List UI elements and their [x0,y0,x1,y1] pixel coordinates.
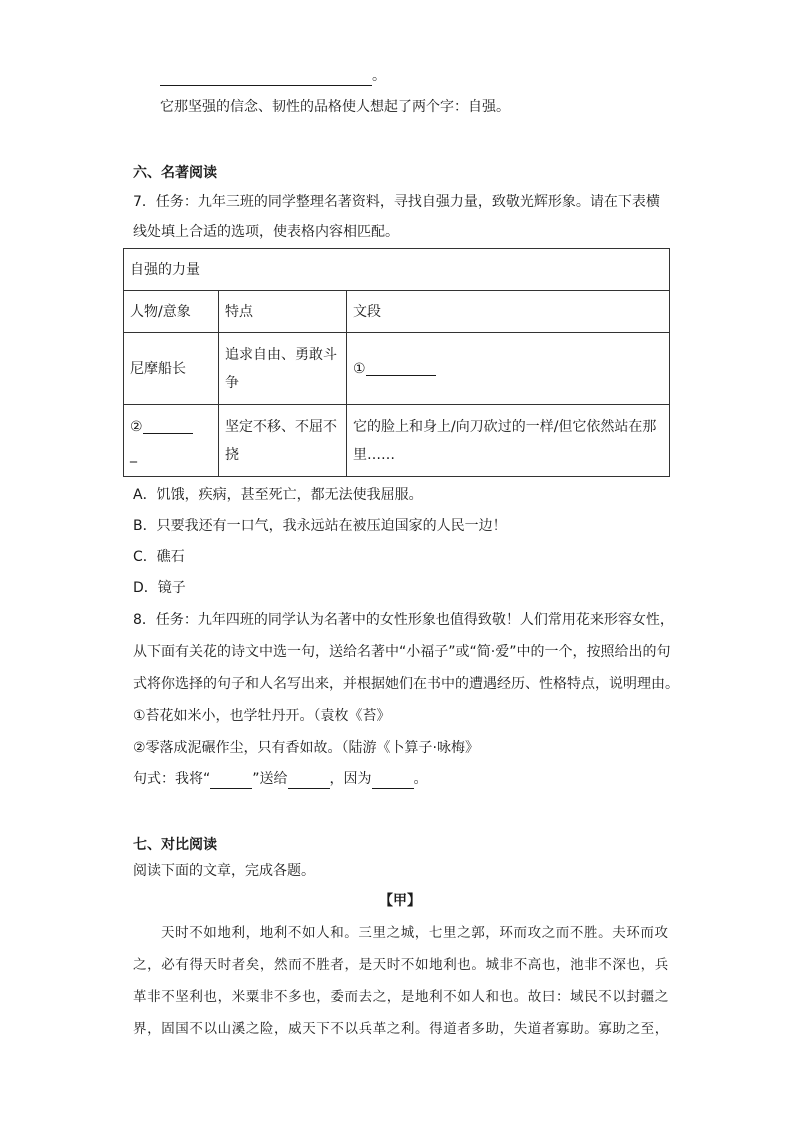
pattern-blank-reason[interactable] [372,774,414,789]
option-b[interactable]: B．只要我还有一口气，我永远站在被压迫国家的人民一边！ [133,518,507,534]
question-7-line2: 线处填上合适的选项，使表格内容相匹配。 [133,224,399,240]
table-cell-blank-1[interactable]: ① [347,333,670,405]
question-8-line2: 从下面有关花的诗文中选一句，送给名著中“小福子”或“简·爱”中的一个，按照给出的句 [133,644,671,660]
question-8-line3: 式将你选择的句子和人名写出来，并根据她们在书中的遭遇经历、性格特点，说明理由。 [133,676,679,692]
table-title: 自强的力量 [124,249,670,291]
section-7-title: 七、对比阅读 [133,837,217,853]
table-cell-trait-1: 追求自由、勇敢斗 争 [219,333,347,405]
poem-1: ①苔花如米小，也学牡丹开。（袁枚《苔》 [133,708,391,724]
table-cell-captain-nemo: 尼摩船长 [124,333,219,405]
pattern-blank-sentence[interactable] [210,774,252,789]
option-d[interactable]: D．镜子 [133,580,186,596]
table-header-person: 人物/意象 [124,291,219,333]
table-header-trait: 特点 [219,291,347,333]
question-8-line1: 8．任务：九年四班的同学认为名著中的女性形象也值得致敬！人们常用花来形容女性， [133,612,674,628]
passage-line-4: 界，固国不以山溪之险，威天下不以兵革之利。得道者多助，失道者寡助。寡助之至， [133,1021,669,1037]
answer-blank[interactable] [160,71,372,86]
passage-line-2: 之，必有得天时者矣，然而不胜者，是天时不如地利也。城非不高也，池非不深也，兵 [133,957,669,973]
table-cell-passage-2: 它的脸上和身上/向刀砍过的一样/但它依然站在那 里…… [347,405,670,477]
question-7-line1: 7．任务：九年三班的同学整理名著资料，寻找自强力量，致敬光辉形象。请在下表横 [133,194,660,210]
strength-table [123,248,670,477]
table-header-passage: 文段 [347,291,670,333]
option-a[interactable]: A．饥饿，疾病，甚至死亡，都无法使我屈服。 [133,487,423,503]
passage-line-1: 天时不如地利，地利不如人和。三里之城，七里之郭，环而攻之而不胜。夫环而攻 [161,925,669,941]
poem-2: ②零落成泥碾作尘，只有香如故。（陆游《卜算子·咏梅》 [133,740,479,756]
passage-label: 【甲】 [379,893,421,909]
table-cell-trait-2: 坚定不移、不屈不 挠 [219,405,347,477]
intro-sentence: 它那坚强的信念、韧性的品格使人想起了两个字：自强。 [160,99,510,115]
answer-line-continuation: 。 [160,66,386,86]
table-cell-blank-2[interactable]: ② _ [124,405,219,477]
pattern-blank-name[interactable] [288,774,330,789]
section-6-title: 六、名著阅读 [133,165,217,181]
blank-line-1[interactable] [366,361,436,376]
option-c[interactable]: C．礁石 [133,549,185,565]
sentence-pattern: 句式：我将“ ”送给 ，因为 。 [133,771,428,787]
passage-line-3: 革非不坚利也，米粟非不多也，委而去之，是地利不如人和也。故曰：域民不以封疆之 [133,989,669,1005]
section-7-instruction: 阅读下面的文章，完成各题。 [133,863,315,879]
blank-line-2[interactable] [143,419,193,434]
